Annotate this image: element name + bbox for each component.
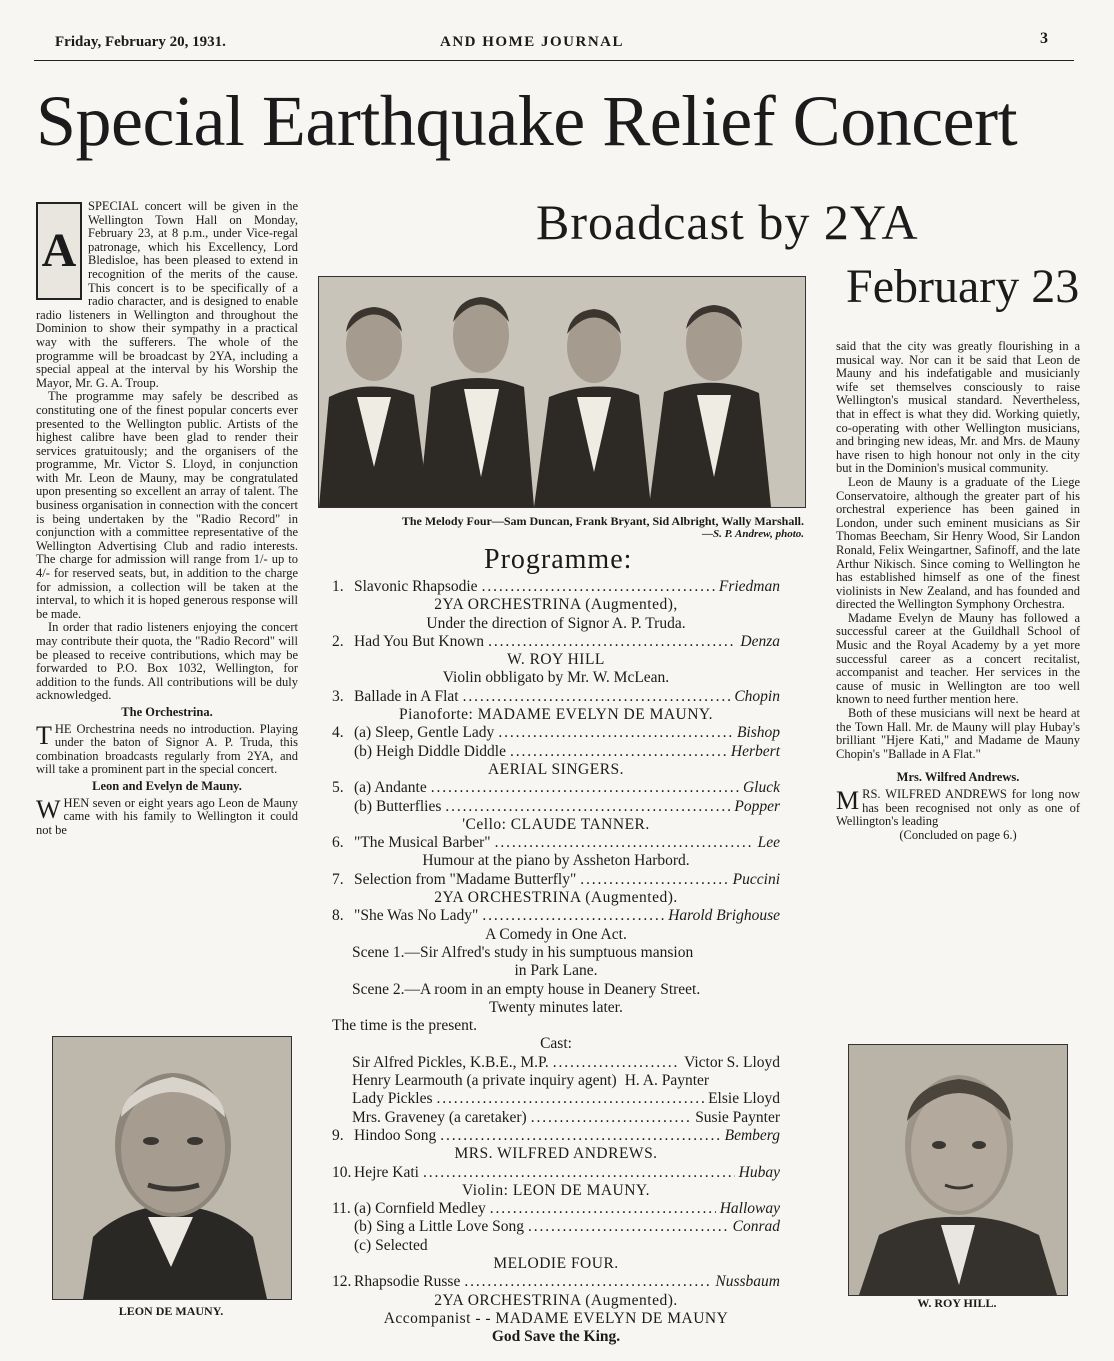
- programme-item: [332, 779, 780, 797]
- item-title: Ballade in A Flat: [354, 687, 459, 705]
- paragraph: said that the city was greatly flourishing in a musical way. Nor can it be said that Leon de Mauny and his indefatigable and musicianly wife set themselves consciously to raise Wellington's musical standard. Nevertheless, that in effect is what they did. Working quietly, co-operating with other Wellington musicians, and bringing new ideas, Mr. and Mrs. de Mauny have risen to high honour not only in the city but in the Dominion's musical community.: [836, 339, 1080, 476]
- programme-item: [332, 798, 780, 816]
- subhead-broadcast: Broadcast by 2YA: [536, 194, 919, 250]
- item-composer: Halloway: [719, 1200, 780, 1218]
- header-rule: [34, 60, 1074, 61]
- left-column: [36, 200, 298, 837]
- leader-dots: [488, 633, 736, 651]
- portrait-illustration: [53, 1037, 291, 1299]
- group-photo-credit: —S. P. Andrew, photo.: [702, 528, 804, 540]
- item-title: "The Musical Barber": [354, 834, 491, 852]
- performer-line: AERIAL SINGERS.: [487, 760, 625, 778]
- programme-item: [332, 1273, 780, 1291]
- leader-dots: [464, 1273, 711, 1291]
- mauny-paragraph: [36, 794, 298, 838]
- performer-line: Pianoforte: MADAME EVELYN DE MAUNY.: [398, 706, 713, 724]
- item-composer: Chopin: [734, 687, 780, 705]
- item-number: 11.: [332, 1200, 351, 1218]
- programme-subitem: (c) Selected: [354, 1236, 428, 1254]
- item-title: Had You But Known: [354, 632, 485, 650]
- mauny-text: HEN seven or eight years ago Leon de Mauny came with his family to Wellington it could not be: [36, 795, 298, 837]
- section-heading-mauny: Leon and Evelyn de Mauny.: [92, 778, 242, 793]
- cast-actor: Elsie Lloyd: [708, 1090, 780, 1108]
- leader-dots: [495, 834, 754, 852]
- note-line: The time is the present.: [332, 1017, 478, 1035]
- accompanist-label: Accompanist - -: [383, 1309, 492, 1327]
- orchestrina-paragraph: [36, 720, 298, 777]
- cast-role: Sir Alfred Pickles, K.B.E., M.P.: [352, 1053, 549, 1071]
- group-photo-caption: The Melody Four—Sam Duncan, Frank Bryant, Sid Albright, Wally Marshall.: [401, 514, 804, 528]
- cast-row: [332, 1090, 780, 1108]
- leader-dots: [553, 1054, 680, 1072]
- scene-line: Scene 2.—A room in an empty house in Deanery Street.: [352, 980, 701, 998]
- note-line: Under the direction of Signor A. P. Truda.: [426, 614, 686, 632]
- leader-dots: [482, 578, 715, 596]
- item-title: (a) Cornfield Medley: [354, 1200, 486, 1218]
- leader-dots: [423, 1164, 735, 1182]
- programme-item: [332, 724, 780, 742]
- photo-w-roy-hill: [848, 1044, 1068, 1296]
- performer-line: MELODIE FOUR.: [493, 1254, 619, 1272]
- note-line: Humour at the piano by Assheton Harbord.: [422, 852, 690, 870]
- ornamental-drop-cap: A: [36, 202, 82, 300]
- performer-line: W. ROY HILL: [507, 651, 605, 669]
- item-number: 9.: [332, 1126, 344, 1144]
- cast-role: Lady Pickles: [352, 1090, 433, 1108]
- photo-caption-mauny: LEON DE MAUNY.: [118, 1304, 224, 1318]
- item-composer: Hubay: [738, 1163, 780, 1181]
- leader-dots: [445, 798, 730, 816]
- photo-melody-four: [318, 276, 806, 508]
- accompanist-name: MADAME EVELYN DE MAUNY: [495, 1309, 729, 1327]
- item-composer: Denza: [740, 632, 780, 650]
- cast-role: Henry Learmouth (a private inquiry agent): [352, 1072, 617, 1090]
- item-title: Rhapsodie Russe: [354, 1273, 461, 1291]
- programme-item: [332, 633, 780, 651]
- paragraph: The programme may safely be described as constituting one of the finest popular concerts ever presented to the Wellington public. Artists of the highest calibre have been glad to render their services gratuitously; and the organisers of the programme, Mr. Victor S. Lloyd, in conjunction with Mr. Leon de Mauny, may be congratulated upon presenting so excellent an array of talent. The business organisation in connection with the concert is being undertaken by the "Radio Record" in conjunction with a committee representative of the Wellington Advertising Club and radio interests. The charge for admission will range from 1/- up to 4/- for reserved seats, but, in addition to the charge for admission, a collection will be taken at the interval, to which it is hoped generous response will be made.: [36, 389, 298, 621]
- cast-role: Mrs. Graveney (a caretaker): [352, 1108, 527, 1126]
- item-number: 8.: [332, 907, 344, 925]
- leader-dots: [463, 688, 731, 706]
- item-composer: Lee: [757, 834, 780, 852]
- leader-dots: [528, 1218, 729, 1236]
- item-composer: Herbert: [730, 742, 780, 760]
- leader-dots: [440, 1127, 720, 1145]
- paragraph: In order that radio listeners enjoying the concert may contribute their quota, the "Radio Record" will be pleased to receive contributions, which may be forwarded to P.O. Box 1032, Wellington, for addition to the funds. All contributions will be duly acknowledged.: [36, 620, 298, 703]
- leader-dots: [580, 871, 728, 889]
- item-composer: Gluck: [742, 779, 780, 797]
- intro-paragraph: SPECIAL concert will be given in the Wellington Town Hall on Monday, February 23, at 8 p.m., under Vice-regal patronage, which his Excellency, Lord Bledisloe, has been pleased to extend in recognition of the merits of the cause. This concert is to be specifically of a radio character, and is designed to enable radio listeners in Wellington and throughout the Dominion to show their sympathy in a practical way with the sufferers. The whole of the programme will be broadcast by 2YA, including a special appeal at the interval by his Worship the Mayor, Mr. G. A. Troup.: [36, 199, 298, 390]
- andrews-paragraph: [836, 788, 1080, 829]
- item-composer: Friedman: [718, 578, 780, 595]
- item-title: Slavonic Rhapsodie: [354, 578, 478, 595]
- item-title: (b) Heigh Diddle Diddle: [354, 742, 506, 760]
- item-title: Selection from "Madame Butterfly": [354, 870, 577, 888]
- programme-item: [332, 743, 780, 761]
- performer-line: 2YA ORCHESTRINA (Augmented).: [434, 889, 678, 907]
- initial-letter: M: [836, 786, 860, 815]
- leader-dots: [510, 743, 727, 761]
- leader-dots: [531, 1109, 691, 1127]
- leader-dots: [482, 907, 664, 925]
- cast-row: [332, 1109, 780, 1127]
- performer-line: MRS. WILFRED ANDREWS.: [454, 1145, 658, 1163]
- section-heading-andrews: Mrs. Wilfred Andrews.: [896, 770, 1020, 785]
- item-number: 3.: [332, 687, 344, 705]
- item-composer: Bishop: [736, 724, 780, 742]
- leader-dots: [490, 1200, 716, 1218]
- programme-item: [332, 1200, 780, 1218]
- performer-line: 2YA ORCHESTRINA (Augmented).: [434, 1291, 678, 1309]
- continued-note: (Concluded on page 6.): [899, 827, 1017, 842]
- initial-letter: T: [36, 720, 52, 750]
- portrait-illustration: [849, 1045, 1067, 1295]
- right-column: [836, 340, 1080, 842]
- item-number: 12.: [332, 1273, 352, 1291]
- item-title: (a) Andante: [354, 779, 427, 797]
- leader-dots: [437, 1090, 705, 1108]
- headline: Special Earthquake Relief Concert: [36, 81, 1018, 161]
- cast-actor: Victor S. Lloyd: [684, 1053, 780, 1071]
- paragraph: Leon de Mauny is a graduate of the Liege Conservatoire, although the greater part of his orchestral experience has been gained in London, under such eminent musicians as Sir Thomas Beecham, Sir Henry Wood, Sir Landon Ronald, Felix Weingartner, Safinoff, and the late Arthur Nikisch. Since coming to Wellington he has established himself as one of the finest violinists in New Zealand, and has founded and directed the Wellington Symphony Orchestra.: [836, 474, 1080, 612]
- scene-line: in Park Lane.: [514, 962, 598, 980]
- item-number: 6.: [332, 834, 344, 852]
- item-composer: Conrad: [732, 1218, 780, 1236]
- item-number: 2.: [332, 632, 344, 650]
- item-composer: Harold Brighouse: [668, 907, 780, 925]
- item-number: 1.: [332, 578, 344, 595]
- andrews-text: RS. WILFRED ANDREWS for long now has been recognised not only as one of Wellington's leading: [836, 787, 1080, 829]
- leader-dots: [431, 779, 739, 797]
- item-number: 4.: [332, 724, 344, 742]
- scene-line: Twenty minutes later.: [489, 998, 623, 1016]
- cast-row: [332, 1054, 780, 1072]
- item-number: 7.: [332, 870, 344, 888]
- note-line: Violin obbligato by Mr. W. McLean.: [442, 669, 670, 687]
- item-title: "She Was No Lady": [354, 907, 479, 925]
- item-title: Hejre Kati: [354, 1163, 419, 1181]
- item-title: Hindoo Song: [354, 1126, 437, 1144]
- item-number: 5.: [332, 779, 344, 797]
- item-title: (b) Butterflies: [354, 797, 442, 815]
- issue-date: Friday, February 20, 1931.: [55, 34, 226, 50]
- page-number: 3: [1040, 30, 1048, 47]
- performer-line: 2YA ORCHESTRINA (Augmented),: [434, 596, 678, 614]
- programme-item: [332, 1127, 780, 1145]
- programme-title: Programme:: [484, 544, 633, 575]
- note-line: A Comedy in One Act.: [485, 925, 627, 943]
- journal-name: AND HOME JOURNAL: [440, 34, 624, 50]
- accompanist-line: [332, 1310, 780, 1328]
- performer-line: 'Cello: CLAUDE TANNER.: [462, 815, 650, 833]
- programme-item: [332, 578, 780, 596]
- programme-item: [332, 1164, 780, 1182]
- item-composer: Bemberg: [724, 1126, 780, 1144]
- item-composer: Popper: [734, 797, 780, 815]
- cast-actor: H. A. Paynter: [624, 1072, 710, 1090]
- paragraph: Both of these musicians will next be heard at the Town Hall. Mr. de Mauny will play Hubay's brilliant "Hjere Kati," and Madame de Mauny Chopin's "Ballade in A Flat.": [836, 706, 1080, 761]
- programme-list: [332, 578, 780, 1346]
- programme-item: [332, 1218, 780, 1236]
- item-number: 10.: [332, 1163, 352, 1181]
- cast-actor: Susie Paynter: [695, 1108, 780, 1126]
- item-title: (a) Sleep, Gentle Lady: [354, 724, 495, 742]
- cast-row: [332, 1072, 780, 1090]
- initial-letter: W: [36, 794, 61, 824]
- programme-item: [332, 688, 780, 706]
- group-portrait-illustration: [319, 277, 805, 507]
- closing-line: God Save the King.: [491, 1328, 621, 1346]
- programme-item: [332, 834, 780, 852]
- photo-caption-roy-hill: W. ROY HILL.: [917, 1296, 997, 1310]
- paragraph: Madame Evelyn de Mauny has followed a successful career at the Guildhall School of Music and the Royal Academy by a yet more successful career as a concert recitalist, accompanist and teacher. Her services in the cause of music in Wellington are too well known to need further mention here.: [836, 610, 1080, 707]
- item-title: (b) Sing a Little Love Song: [354, 1218, 525, 1236]
- item-composer: Nussbaum: [715, 1273, 780, 1291]
- item-composer: Puccini: [732, 870, 780, 888]
- programme-item: [332, 907, 780, 925]
- leader-dots: [498, 724, 733, 742]
- performer-line: Violin: LEON DE MAUNY.: [461, 1181, 651, 1199]
- photo-leon-de-mauny: [52, 1036, 292, 1300]
- programme-item: [332, 871, 780, 889]
- scene-line: Scene 1.—Sir Alfred's study in his sumptuous mansion: [352, 943, 694, 961]
- section-heading-orchestrina: The Orchestrina.: [121, 704, 213, 719]
- subhead-date: February 23: [846, 260, 1080, 313]
- cast-heading: Cast:: [540, 1035, 572, 1053]
- orchestrina-text: HE Orchestrina needs no introduction. Playing under the baton of Signor A. P. Truda, this combination broadcasts regularly from 2YA, and will take a prominent part in the special concert.: [36, 721, 298, 777]
